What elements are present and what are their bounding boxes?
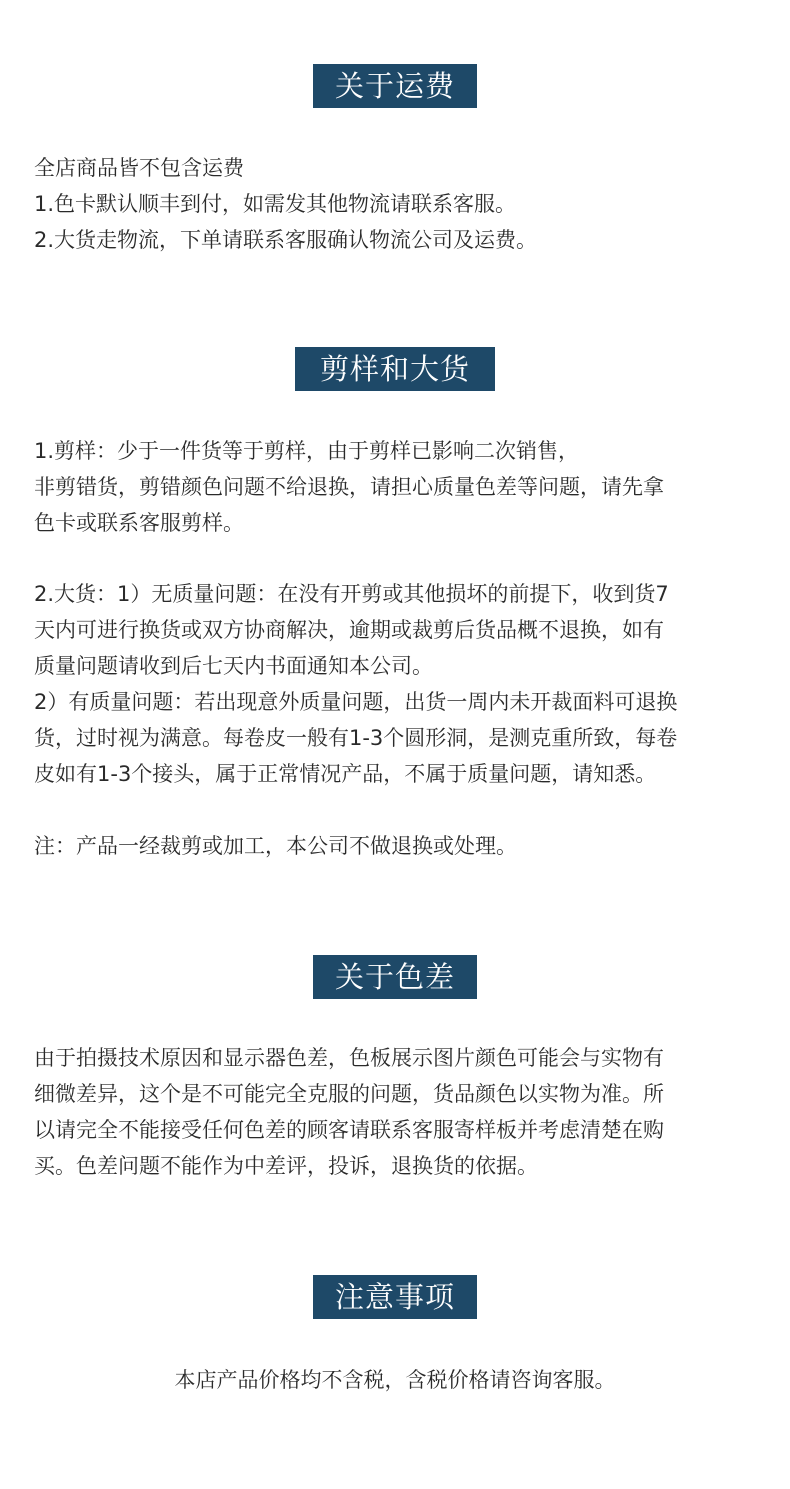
shipping-paragraph	[34, 150, 764, 258]
notice-paragraph	[0, 1362, 790, 1398]
text-line: 注：产品一经裁剪或加工，本公司不做退换或处理。	[34, 834, 517, 858]
text-line: 非剪错货，剪错颜色问题不给退换，请担心质量色差等问题，请先拿	[34, 475, 664, 499]
section-heading-shipping: 关于运费	[313, 64, 477, 108]
text-line: 全店商品皆不包含运费	[34, 156, 244, 180]
section-heading-sample-bulk: 剪样和大货	[295, 347, 495, 391]
text-line: 货，过时视为满意。每卷皮一般有1-3个圆形洞，是测克重所致，每卷	[34, 726, 678, 750]
text-line: 本店产品价格均不含税，含税价格请咨询客服。	[174, 1368, 616, 1392]
text-line: 买。色差问题不能作为中差评，投诉，退换货的依据。	[34, 1154, 538, 1178]
text-line: 细微差异，这个是不可能完全克服的问题，货品颜色以实物为准。所	[34, 1082, 664, 1106]
text-line: 2.大货：1）无质量问题：在没有开剪或其他损坏的前提下，收到货7	[34, 582, 669, 606]
text-line: 2.大货走物流，下单请联系客服确认物流公司及运费。	[34, 228, 538, 252]
text-line: 色卡或联系客服剪样。	[34, 511, 244, 535]
text-line: 皮如有1-3个接头，属于正常情况产品，不属于质量问题，请知悉。	[34, 762, 657, 786]
text-line: 1.剪样：少于一件货等于剪样，由于剪样已影响二次销售，	[34, 439, 580, 463]
text-line: 由于拍摄技术原因和显示器色差，色板展示图片颜色可能会与实物有	[34, 1046, 664, 1070]
text-line: 以请完全不能接受任何色差的顾客请联系客服寄样板并考虑清楚在购	[34, 1118, 664, 1142]
bulk-paragraph	[34, 576, 764, 792]
text-line: 天内可进行换货或双方协商解决，逾期或裁剪后货品概不退换，如有	[34, 618, 664, 642]
sample-paragraph	[34, 433, 764, 541]
text-line: 2）有质量问题：若出现意外质量问题，出货一周内未开裁面料可退换	[34, 690, 678, 714]
section-heading-notice: 注意事项	[313, 1275, 477, 1319]
text-line: 1.色卡默认顺丰到付，如需发其他物流请联系客服。	[34, 192, 517, 216]
note-paragraph	[34, 828, 764, 864]
section-heading-color-difference: 关于色差	[313, 955, 477, 999]
text-line: 质量问题请收到后七天内书面通知本公司。	[34, 654, 433, 678]
color-difference-paragraph	[34, 1040, 764, 1184]
